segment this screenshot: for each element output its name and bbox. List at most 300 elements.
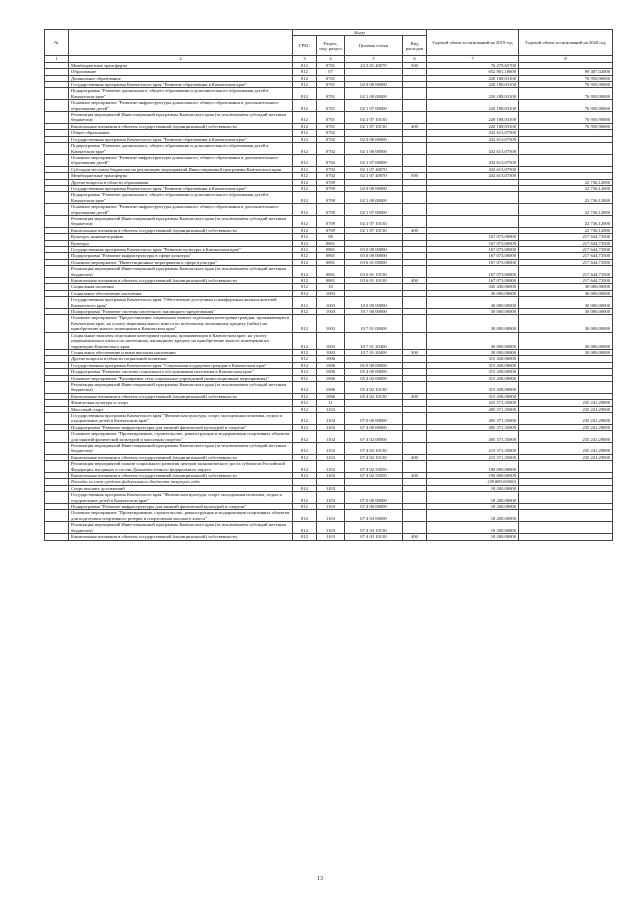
cell-exptype: 400 [403,278,427,284]
table-row [45,412,613,424]
cell-target: 03 6 01 10130 [345,278,403,284]
cell-exptype: 400 [403,473,427,479]
cell-total-2020 [519,461,613,473]
cell-total-2019: 405 371,35000 [427,424,519,430]
cell-section: 10 [317,284,345,290]
cell-total-2019: 220 188,03100 [427,112,519,124]
cell-name: Государственная программа Камчатского края "Физическая культура, спорт, молодежная политика, отдых и оздоровление детей в Камчатском крае" [69,492,293,504]
cell-total-2019: 18 200,00000 [427,510,519,522]
cell-section: 1102 [317,406,345,412]
cell-section: 1003 [317,290,345,296]
cell-grbs: 812 [293,412,317,424]
cell-total-2019: 215 371,35000 [427,443,519,455]
cell-grbs: 812 [293,143,317,155]
cell-grbs: 812 [293,240,317,246]
cell-total-2019: 345 438,00000 [427,284,519,290]
table-row [45,461,613,473]
cell-total-2019: 432 613,07500 [427,173,519,179]
cell-total-2020: 235 241,29000 [519,454,613,460]
header-index: 5 [345,56,403,62]
cell-grbs: 812 [293,179,317,185]
cell-target: 02 1 07 10130 [345,215,403,227]
cell-exptype [403,443,427,455]
cell-total-2019: 432 613,07500 [427,166,519,172]
cell-target: 02 1 07 40070 [345,166,403,172]
cell-total-2020: 76 950,90000 [519,75,613,81]
cell-num [45,266,69,278]
cell-total-2020 [519,522,613,534]
cell-num [45,315,69,332]
table-row [45,381,613,393]
cell-exptype [403,266,427,278]
cell-grbs: 812 [293,356,317,362]
cell-grbs: 812 [293,400,317,406]
cell-grbs: 812 [293,266,317,278]
cell-name: Основное мероприятие "Расширение сети социальных учреждений (инвестиционные мероприятия)" [69,375,293,381]
cell-total-2019 [427,204,519,216]
cell-num [45,461,69,473]
cell-section: 1103 [317,485,345,491]
cell-grbs: 812 [293,166,317,172]
cell-grbs: 812 [293,369,317,375]
cell-total-2020: 217 644,73500 [519,240,613,246]
cell-grbs: 812 [293,82,317,88]
cell-section: 0709 [317,227,345,233]
cell-target: 02 1 00 00000 [345,143,403,155]
cell-num [45,522,69,534]
cell-exptype [403,154,427,166]
cell-exptype: 400 [403,534,427,540]
cell-section: 1006 [317,375,345,381]
cell-target: 02 0 00 00000 [345,136,403,142]
cell-section: 1003 [317,297,345,309]
cell-grbs: 812 [293,173,317,179]
cell-num [45,154,69,166]
cell-grbs: 812 [293,185,317,191]
cell-grbs: 812 [293,504,317,510]
cell-name: Образование [69,69,293,75]
cell-name: Государственная программа Камчатского края "Развитие культуры в Камчатском крае" [69,247,293,253]
cell-total-2020: 30 000,00000 [519,284,613,290]
cell-num [45,143,69,155]
cell-grbs: 812 [293,349,317,355]
cell-grbs: 812 [293,62,317,68]
cell-name: Капитальные вложения в объекты государственной (муниципальной) собственности [69,278,293,284]
cell-total-2020: 235 241,29000 [519,412,613,424]
cell-section: 1006 [317,369,345,375]
cell-name: Реализация мероприятий Инвестиционной программы Камчатского края (за исключением субсидий местным бюджетам) [69,381,293,393]
cell-grbs: 812 [293,234,317,240]
cell-grbs: 812 [293,123,317,129]
cell-name: Общее образование [69,130,293,136]
cell-total-2020: 30 000,00000 [519,297,613,309]
cell-total-2019: 167 073,00000 [427,266,519,278]
cell-grbs: 812 [293,443,317,455]
table-row [45,112,613,124]
cell-section: 0701 [317,75,345,81]
cell-name: Основное мероприятие "Проектирование, строительство, реконструкция и модернизация спортивных объектов для подготовки спортивного резерва и спортсменов высокого класса" [69,510,293,522]
cell-exptype: 400 [403,454,427,460]
cell-total-2019: 315 438,00000 [427,381,519,393]
cell-section: 0702 [317,173,345,179]
table-row [45,332,613,349]
cell-total-2019 [427,215,519,227]
cell-section: 0701 [317,123,345,129]
cell-section: 1003 [317,349,345,355]
cell-section: 1103 [317,504,345,510]
table-row [45,192,613,204]
cell-grbs: 812 [293,112,317,124]
cell-target: 02 1 07 40070 [345,173,403,179]
cell-name: Подпрограмма "Развитие инфраструктуры в сфере культуры" [69,253,293,259]
cell-name: Капитальные вложения в объекты государственной (муниципальной) собственности [69,454,293,460]
cell-total-2019: 76 279,65700 [427,62,519,68]
cell-num [45,534,69,540]
cell-target: 03 6 01 00000 [345,259,403,265]
cell-grbs: 812 [293,461,317,473]
cell-target: 02 1 07 00000 [345,154,403,166]
cell-section: 0801 [317,278,345,284]
cell-target: 02 1 00 00000 [345,88,403,100]
header-codes: Коды [293,30,427,36]
cell-name: Культура, кинематография [69,234,293,240]
cell-grbs: 812 [293,247,317,253]
cell-name: Государственная программа Камчатского края "Физическая культура, спорт, молодежная политика, отдых и оздоровление детей в Камчатском крае" [69,412,293,424]
cell-num [45,100,69,112]
cell-total-2019: 18 200,00000 [427,485,519,491]
cell-target: 07 4 02 10130 [345,443,403,455]
cell-total-2020: 235 241,29000 [519,424,613,430]
cell-grbs: 812 [293,69,317,75]
cell-section: 1006 [317,362,345,368]
cell-total-2020 [519,143,613,155]
cell-total-2020: 30 000,00000 [519,349,613,355]
cell-grbs: 812 [293,284,317,290]
cell-total-2019: 432 613,07500 [427,143,519,155]
cell-exptype [403,461,427,473]
cell-name: Государственная программа Камчатского края "Развитие образования в Камчатском крае" [69,82,293,88]
cell-total-2020: 217 644,73500 [519,253,613,259]
cell-target: 07 4 03 10130 [345,522,403,534]
cell-exptype [403,100,427,112]
table-row [45,522,613,534]
cell-section: 0709 [317,192,345,204]
cell-grbs: 812 [293,473,317,479]
cell-grbs: 812 [293,424,317,430]
header-index: 1 [45,56,69,62]
cell-section: 1102 [317,431,345,443]
cell-target: 02 1 07 10130 [345,227,403,233]
cell-target: 07 4 03 00000 [345,510,403,522]
cell-section: 1003 [317,309,345,315]
cell-section: 1102 [317,454,345,460]
cell-total-2019: 18 200,00000 [427,534,519,540]
header-exptype: Вид расходов [403,36,427,56]
cell-name: Культура [69,240,293,246]
cell-exptype [403,297,427,309]
cell-exptype [403,381,427,393]
cell-exptype [403,492,427,504]
cell-total-2019: 30 000,00000 [427,332,519,349]
cell-target: 02 1 07 00000 [345,204,403,216]
cell-name: Капитальные вложения в объекты государственной (муниципальной) собственности [69,534,293,540]
cell-section: 0801 [317,240,345,246]
cell-name: Социальные выплаты отдельным категориям граждан, проживающим в Камчатском крае, на уплату первоначального взноса по ипотечному жилищному кредиту на приобретение жилого помещения на территории Камчатского края [69,332,293,349]
cell-num [45,381,69,393]
header-num: № [45,30,69,56]
cell-name: Подпрограмма "Развитие инфраструктуры для занятий физической культурой и спортом" [69,424,293,430]
cell-total-2019: 652 801,10600 [427,69,519,75]
cell-total-2020: 22 736,12000 [519,179,613,185]
cell-section: 0709 [317,215,345,227]
cell-total-2020: 217 644,73500 [519,234,613,240]
cell-target: 10 0 00 00000 [345,297,403,309]
cell-grbs: 812 [293,215,317,227]
cell-target: 02 0 00 00000 [345,82,403,88]
cell-name: Межбюджетные трансферты [69,62,293,68]
cell-grbs: 812 [293,290,317,296]
header-name [69,30,293,56]
cell-exptype [403,88,427,100]
cell-total-2020: 76 950,90000 [519,123,613,129]
cell-name: Субсидии местным бюджетам на реализацию мероприятий Инвестиционной программы Камчатского края [69,166,293,172]
cell-grbs: 812 [293,297,317,309]
cell-total-2019: 18 200,00000 [427,522,519,534]
cell-exptype [403,192,427,204]
cell-total-2020: 217 644,73500 [519,278,613,284]
cell-total-2019 [427,192,519,204]
cell-total-2019: 190 000,00000 [427,461,519,473]
cell-section: 1102 [317,412,345,424]
cell-grbs: 812 [293,88,317,100]
header-target: Целевая статья [345,36,403,56]
cell-section: 0701 [317,82,345,88]
cell-name: Спорт высших достижений [69,485,293,491]
cell-total-2019: 18 200,00000 [427,492,519,504]
cell-total-2019: 30 000,00000 [427,297,519,309]
header-index: 3 [293,56,317,62]
cell-total-2019: 315 438,00000 [427,393,519,399]
cell-name: Социальная политика [69,284,293,290]
cell-num [45,492,69,504]
cell-section: 0701 [317,62,345,68]
cell-name: Подпрограмма "Развитие системы ипотечного жилищного кредитования" [69,309,293,315]
cell-total-2019: 423 571,35000 [427,400,519,406]
cell-total-2020: 76 950,90000 [519,100,613,112]
cell-total-2019: 30 000,00000 [427,309,519,315]
cell-target: 10 7 01 20400 [345,349,403,355]
cell-total-2019: 18 200,00000 [427,504,519,510]
cell-exptype [403,412,427,424]
cell-name: Другие вопросы в области социальной политики [69,356,293,362]
cell-total-2019: 30 000,00000 [427,349,519,355]
cell-name: Реализация мероприятий Инвестиционной программы Камчатского края (за исключением субсидий местным бюджетам) [69,266,293,278]
cell-total-2020: 76 950,90000 [519,88,613,100]
cell-grbs: 812 [293,375,317,381]
cell-name: Подпрограмма "Развитие инфраструктуры для занятий физической культурой и спортом" [69,504,293,510]
cell-name: Реализация мероприятий Инвестиционной программы Камчатского края (за исключением субсидий местным бюджетам) [69,443,293,455]
cell-total-2020: 22 736,12000 [519,185,613,191]
cell-grbs: 812 [293,309,317,315]
cell-total-2019: 167 073,00000 [427,234,519,240]
cell-total-2019: 405 371,35000 [427,431,519,443]
cell-target: 03 0 00 00000 [345,247,403,253]
cell-target: 07 4 03 10130 [345,534,403,540]
cell-section: 0709 [317,179,345,185]
cell-grbs: 812 [293,192,317,204]
table-row [45,204,613,216]
table-row [45,154,613,166]
cell-num [45,412,69,424]
cell-name: Массовый спорт [69,406,293,412]
header-index: 2 [69,56,293,62]
cell-total-2020: 22 736,12000 [519,204,613,216]
cell-name: Государственная программа Камчатского края "Развитие образования в Камчатском крае" [69,185,293,191]
cell-section: 0701 [317,100,345,112]
cell-grbs: 812 [293,534,317,540]
cell-total-2019: 220 188,03100 [427,82,519,88]
cell-total-2020: 235 241,29000 [519,400,613,406]
cell-name: Физическая культура и спорт [69,400,293,406]
cell-grbs: 812 [293,431,317,443]
cell-name: Реализация мероприятий Инвестиционной программы Камчатского края (за исключением субсидий местным бюджетам) [69,522,293,534]
cell-num [45,204,69,216]
cell-total-2019: 30 000,00000 [427,290,519,296]
cell-total-2020: 30 000,00000 [519,315,613,332]
cell-grbs: 812 [293,510,317,522]
cell-section: 1003 [317,332,345,349]
cell-target: 07 4 02 00000 [345,431,403,443]
cell-grbs: 812 [293,259,317,265]
cell-total-2019: 315 438,00000 [427,375,519,381]
table-row [45,266,613,278]
cell-name: Основное мероприятие "Развитие инфраструктуры дошкольного, общего образования и дополнительного образования детей" [69,154,293,166]
table-header [45,30,613,63]
cell-name: Подпрограмма "Развитие дошкольного, общего образования и дополнительного образования детей в Камчатском крае" [69,88,293,100]
cell-total-2019: 432 613,07500 [427,154,519,166]
header-index: 8 [519,56,613,62]
cell-total-2019: 167 073,00000 [427,278,519,284]
cell-target: 07 0 00 00000 [345,492,403,504]
cell-name: Расходы за счет средств федерального бюджета текущего года [69,479,293,485]
cell-total-2020: 235 241,29000 [519,406,613,412]
cell-section: 1006 [317,381,345,393]
cell-name: Подпрограмма "Развитие дошкольного, общего образования и дополнительного образования детей в Камчатском крае" [69,192,293,204]
cell-total-2020 [519,510,613,522]
cell-total-2019: 315 438,00000 [427,369,519,375]
cell-section: 1102 [317,443,345,455]
cell-name: Государственная программа Камчатского края "Социальная поддержка граждан в Камчатском крае" [69,362,293,368]
cell-target: 07 0 00 00000 [345,412,403,424]
cell-target: 02 1 07 10130 [345,123,403,129]
cell-section: 0702 [317,154,345,166]
cell-num [45,443,69,455]
cell-exptype: 400 [403,123,427,129]
cell-exptype: 400 [403,227,427,233]
cell-grbs: 812 [293,154,317,166]
cell-section: 1103 [317,492,345,504]
cell-name: Реализация мероприятий Инвестиционной программы Камчатского края (за исключением субсидий местным бюджетам) [69,215,293,227]
cell-section: 1003 [317,315,345,332]
table-row [45,143,613,155]
cell-total-2019: 190 000,00000 [427,473,519,479]
header-section: Раздел, под- раздел [317,36,345,56]
cell-target: 07 4 02 10130 [345,454,403,460]
cell-total-2020: 217 644,73500 [519,247,613,253]
cell-section: 1103 [317,510,345,522]
cell-exptype: 300 [403,349,427,355]
table-row [45,534,613,540]
cell-name: Социальное обеспечение и иные выплаты населению [69,349,293,355]
cell-target: 05 4 02 10130 [345,381,403,393]
cell-num [45,297,69,309]
cell-grbs: 812 [293,381,317,393]
cell-name: Основное мероприятие "Проектирование, строительство, реконструкция и модернизация спортивных объектов для занятий физической культурой и массовым спортом" [69,431,293,443]
cell-total-2019: 167 073,00000 [427,240,519,246]
cell-grbs: 812 [293,406,317,412]
cell-section: 0801 [317,253,345,259]
table-row [45,215,613,227]
table-row [45,492,613,504]
cell-section: 0709 [317,185,345,191]
header-total-2019: Годовой объем ассигнований на 2019 год [427,30,519,56]
cell-section: 0702 [317,166,345,172]
cell-section: 0702 [317,130,345,136]
cell-section: 1102 [317,424,345,430]
cell-total-2020 [519,381,613,393]
cell-target: 02 1 07 00000 [345,100,403,112]
cell-total-2020: 22 736,12000 [519,227,613,233]
cell-total-2020: 22 736,12000 [519,192,613,204]
cell-section: 0702 [317,136,345,142]
header-grbs: ГРБС [293,36,317,56]
budget-table [44,29,613,541]
cell-total-2019: 167 073,00000 [427,253,519,259]
cell-grbs: 812 [293,315,317,332]
cell-name: Капитальные вложения в объекты государственной (муниципальной) собственности [69,473,293,479]
cell-exptype [403,143,427,155]
cell-grbs: 812 [293,332,317,349]
cell-total-2020 [519,534,613,540]
cell-num [45,510,69,522]
cell-section: 1103 [317,534,345,540]
table-row [45,88,613,100]
cell-section: 0801 [317,247,345,253]
cell-target: 05 4 02 10130 [345,393,403,399]
cell-target: 05 0 00 00000 [345,362,403,368]
cell-grbs: 812 [293,362,317,368]
header-index: 6 [403,56,427,62]
cell-total-2020: 235 241,29000 [519,443,613,455]
cell-grbs: 812 [293,454,317,460]
cell-grbs: 812 [293,204,317,216]
cell-section: 0709 [317,204,345,216]
cell-total-2019: 405 371,35000 [427,412,519,424]
cell-target: 03 6 01 10130 [345,266,403,278]
cell-target: 05 4 00 00000 [345,369,403,375]
table-row [45,297,613,309]
cell-exptype: 500 [403,62,427,68]
cell-section: 0801 [317,259,345,265]
cell-section: 1102 [317,473,345,479]
cell-target: 03 6 00 00000 [345,253,403,259]
cell-exptype [403,215,427,227]
cell-grbs: 812 [293,75,317,81]
cell-name: Реализация мероприятий планов социального развития центров экономического роста субъектов Российской Федерации, входящих в состав Дальневосточного федерального округа [69,461,293,473]
cell-grbs: 812 [293,492,317,504]
cell-name: Капитальные вложения в объекты государственной (муниципальной) собственности [69,393,293,399]
cell-total-2019: 167 073,00000 [427,247,519,253]
